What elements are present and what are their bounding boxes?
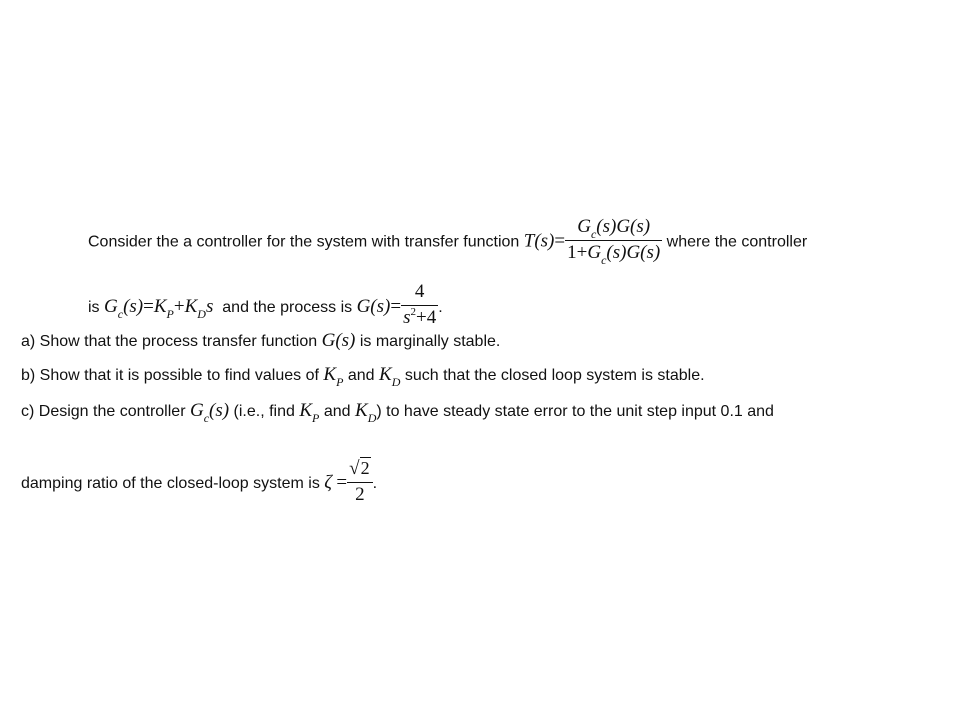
zeta-denominator: 2 [355,484,365,505]
process-numerator: 4 [414,281,425,302]
problem-intro-line [88,216,808,267]
item-c: c) Design the controller $G_c(s)$ (i.e., find $K_P$ and $K_D$) to have steady state error to the unit step input 0.1 and [21,400,774,425]
zeta-numerator [347,458,372,482]
kd-symbol-c: K [355,400,368,421]
kd-symbol-b: K [379,364,392,385]
process-denominator: $s^2+4$ [403,306,437,328]
fraction-numerator: $G_c(s)G(s)$ [577,216,651,241]
kd-symbol: K [184,296,198,318]
damping-ratio-line: damping ratio of the closed-loop system is ζ = $\frac{√2}{2}$ . [21,458,378,505]
kp-symbol: K [153,296,167,318]
zeta-fraction [347,458,372,506]
kp-symbol-c: K [299,400,313,421]
equals-sign: = [554,230,566,252]
item-b: b) Show that it is possible to find values of $K_P$ and $K_D$ such that the closed loop system is stable. [21,364,705,389]
item-b-text-end: such that the closed loop system is stable. [404,367,705,384]
controller-symbol-c: G [189,400,204,421]
zeta-symbol: ζ [324,472,332,494]
intro-text: Consider the a controller for the system with transfer function [88,233,520,251]
item-a-text-end: is marginally stable. [359,333,501,350]
controller-symbol: G [104,296,118,318]
and-text-c: and [323,403,351,420]
period-last: . [372,475,378,493]
is-text: is [88,299,100,317]
kp-symbol-b: K [323,364,337,385]
process-text: and the process is [222,299,353,317]
sqrt-icon: √2 [349,458,370,479]
and-text-b: and [347,367,375,384]
item-a-text: a) Show that the process transfer function [21,333,318,350]
process-symbol: G(s) [356,296,391,318]
item-b-text: b) Show that it is possible to find values of [21,367,319,384]
transfer-function-fraction [565,216,662,267]
transfer-function-lhs: T(s) [523,230,555,252]
period: . [438,299,443,317]
controller-process-line: is $G_c(s)=K_P+K_Ds$ and the process is G(s)= $\frac{4}{s^2+4}$ . [88,281,443,328]
item-c-text-end: ) to have steady state error to the unit step input 0.1 and [376,403,774,420]
process-fraction [401,282,438,330]
item-a [21,331,500,352]
item-c-text-mid: (i.e., find [233,403,295,420]
damping-text: damping ratio of the closed-loop system is [21,475,320,493]
item-c-text: c) Design the controller [21,403,186,420]
fraction-denominator: $1+G_c(s)G(s)$ [567,242,661,267]
intro-text-after: where the controller [666,233,808,251]
process-symbol-a: G(s) [321,330,356,351]
